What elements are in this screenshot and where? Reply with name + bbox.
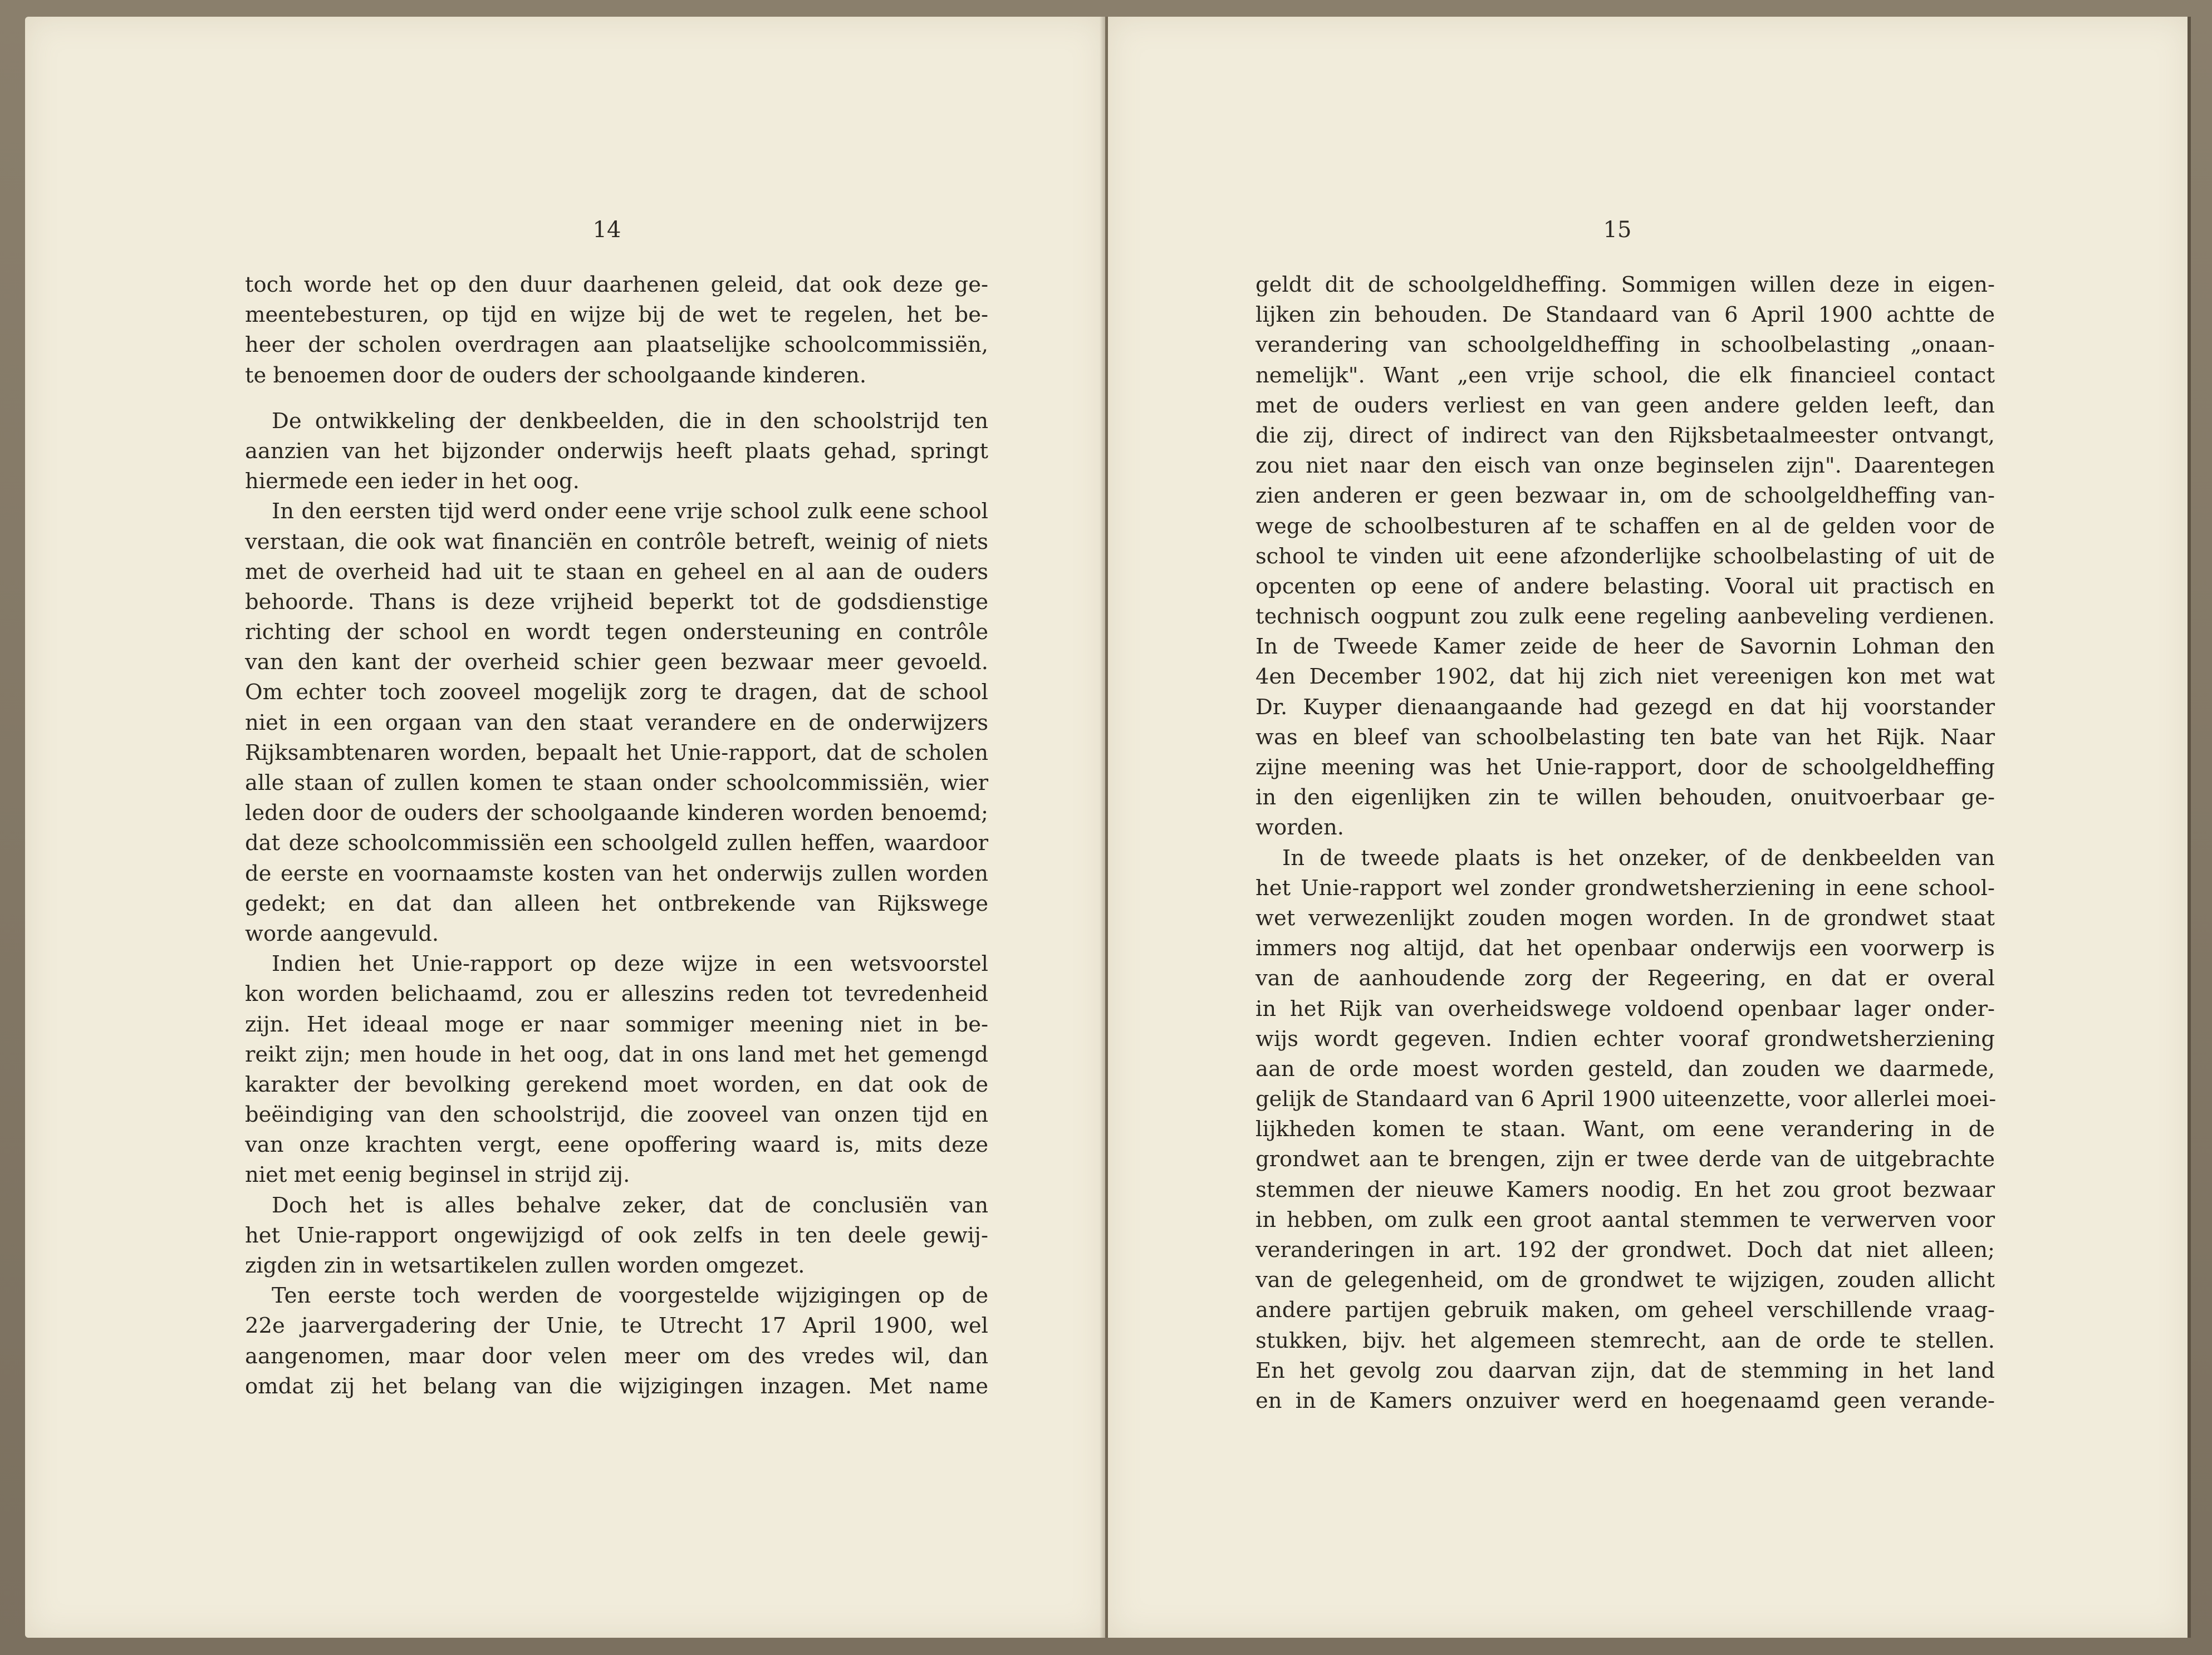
text-line: met de ouders verliest en van geen andere gelden leeft, dan: [1255, 392, 1995, 418]
text-line: stukken, bijv. het algemeen stemrecht, aan de orde te stellen.: [1255, 1328, 1995, 1353]
text-line: behoorde. Thans is deze vrijheid beperkt tot de godsdienstige: [245, 589, 988, 615]
text-line: het Unie-rapport ongewijzigd of ook zelfs in ten deele gewij-: [245, 1222, 988, 1248]
text-line: wet verwezenlijkt zouden mogen worden. In de grondwet staat: [1255, 905, 1995, 931]
text-line: veranderingen in art. 192 der grondwet. Doch dat niet alleen;: [1255, 1237, 1995, 1263]
text-line: immers nog altijd, dat het openbaar onderwijs een voorwerp is: [1255, 936, 1995, 961]
text-line: nemelijk". Want „een vrije school, die elk financieel contact: [1255, 362, 1995, 388]
text-line: het Unie-rapport wel zonder grondwetsherziening in eene school-: [1255, 875, 1995, 901]
text-line: De ontwikkeling der denkbeelden, die in den schoolstrijd ten: [272, 408, 988, 434]
text-line: reikt zijn; men houde in het oog, dat in ons land met het gemengd: [245, 1042, 988, 1067]
text-line: van de gelegenheid, om de grondwet te wijzigen, zouden allicht: [1255, 1268, 1995, 1293]
text-line: in hebben, om zulk een groot aantal stemmen te verwerven voor: [1255, 1207, 1995, 1232]
text-line: andere partijen gebruik maken, om geheel verschillende vraag-: [1255, 1298, 1995, 1323]
text-line: Indien het Unie-rapport op deze wijze in een wetsvoorstel: [272, 951, 988, 977]
page-number-right: 15: [1603, 217, 1632, 243]
text-line: hiermede een ieder in het oog.: [245, 469, 580, 494]
text-line: opcenten op eene of andere belasting. Vooral uit practisch en: [1255, 573, 1995, 599]
text-line: en in de Kamers onzuiver werd en hoegenaamd geen verande-: [1255, 1388, 1995, 1413]
text-line: 4en December 1902, dat hij zich niet vereenigen kon met wat: [1255, 664, 1995, 690]
text-line: van onze krachten vergt, eene opoffering waard is, mits deze: [245, 1132, 988, 1158]
text-line: beëindiging van den schoolstrijd, die zooveel van onzen tijd en: [245, 1102, 988, 1128]
text-line: zigden zin in wetsartikelen zullen worden omgezet.: [245, 1253, 805, 1278]
text-line: Rijksambtenaren worden, bepaalt het Unie-rapport, dat de scholen: [245, 740, 988, 765]
text-line: gelijk de Standaard van 6 April 1900 uiteenzette, voor allerlei moei-: [1255, 1087, 1997, 1112]
text-line: was en bleef van schoolbelasting ten bate van het Rijk. Naar: [1255, 724, 1995, 750]
text-line: de eerste en voornaamste kosten van het onderwijs zullen worden: [245, 861, 988, 886]
text-line: Ten eerste toch werden de voorgestelde wijzigingen op de: [272, 1283, 988, 1309]
text-line: leden door de ouders der schoolgaande kinderen worden benoemd;: [245, 801, 988, 826]
text-line: wege de schoolbesturen af te schaffen en al de gelden voor de: [1255, 513, 1995, 539]
text-line: richting der school en wordt tegen ondersteuning en contrôle: [245, 620, 988, 645]
text-line: alle staan of zullen komen te staan onder schoolcommissiën, wier: [245, 770, 988, 795]
text-line: aan de orde moest worden gesteld, dan zouden we daarmede,: [1255, 1056, 1995, 1082]
text-line: school te vinden uit eene afzonderlijke schoolbelasting of uit de: [1255, 543, 1995, 569]
text-line: geldt dit de schoolgeldheffing. Sommigen willen deze in eigen-: [1255, 272, 1995, 297]
text-line: niet in een orgaan van den staat verandere en de onderwijzers: [245, 710, 988, 735]
right-page-text: [1255, 270, 1995, 1416]
page-edge: [2188, 17, 2191, 1638]
left-page: [25, 17, 1105, 1638]
text-line: zou niet naar den eisch van onze beginselen zijn". Daarentegen: [1255, 453, 1995, 479]
text-line: kon worden belichaamd, zou er alleszins reden tot tevredenheid: [245, 981, 988, 1007]
text-line: toch worde het op den duur daarhenen geleid, dat ook deze ge-: [245, 272, 988, 297]
text-line: In de Tweede Kamer zeide de heer de Savornin Lohman den: [1255, 634, 1995, 660]
text-line: wijs wordt gegeven. Indien echter vooraf grondwetsherziening: [1255, 1026, 1995, 1052]
text-line: technisch oogpunt zou zulk eene regeling aanbeveling verdienen.: [1255, 604, 1995, 630]
text-line: te benoemen door de ouders der schoolgaande kinderen.: [245, 362, 867, 388]
text-line: meentebesturen, op tijd en wijze bij de wet te regelen, het be-: [245, 302, 988, 328]
text-line: in den eigenlijken zin te willen behouden, onuitvoerbaar ge-: [1255, 785, 1995, 811]
text-line: niet met eenig beginsel in strijd zij.: [245, 1162, 630, 1188]
text-line: Doch het is alles behalve zeker, dat de conclusiën van: [272, 1192, 988, 1218]
text-line: grondwet aan te brengen, zijn er twee derde van de uitgebrachte: [1255, 1147, 1995, 1172]
text-line: Dr. Kuyper dienaangaande had gezegd en dat hij voorstander: [1255, 694, 1995, 720]
text-line: dat deze schoolcommissiën een schoolgeld zullen heffen, waardoor: [245, 831, 988, 856]
text-line: stemmen der nieuwe Kamers noodig. En het zou groot bezwaar: [1255, 1177, 1995, 1202]
text-line: zien anderen er geen bezwaar in, om de schoolgeldheffing van-: [1255, 483, 1995, 509]
text-line: karakter der bevolking gerekend moet worden, en dat ook de: [245, 1072, 988, 1097]
text-line: 22e jaarvergadering der Unie, te Utrecht 17 April 1900, wel: [245, 1313, 988, 1339]
text-line: In den eersten tijd werd onder eene vrije school zulk eene school: [272, 499, 988, 524]
text-line: in het Rijk van overheidswege voldoend openbaar lager onder-: [1255, 996, 1995, 1022]
left-page-text: [245, 270, 988, 1402]
text-line: van den kant der overheid schier geen bezwaar meer gevoeld.: [245, 650, 988, 675]
right-page: [1108, 17, 2191, 1638]
text-line: verstaan, die ook wat financiën en contrôle betreft, weinig of niets: [245, 529, 988, 554]
text-line: worde aangevuld.: [245, 921, 439, 946]
text-line: omdat zij het belang van die wijzigingen inzagen. Met name: [245, 1373, 988, 1399]
text-line: heer der scholen overdragen aan plaatselijke schoolcommissiën,: [245, 332, 988, 358]
text-line: In de tweede plaats is het onzeker, of de denkbeelden van: [1282, 845, 1995, 871]
text-line: verandering van schoolgeldheffing in schoolbelasting „onaan-: [1255, 332, 1995, 358]
text-line: aanzien van het bijzonder onderwijs heeft plaats gehad, springt: [245, 438, 988, 464]
text-line: van de aanhoudende zorg der Regeering, en dat er overal: [1255, 966, 1995, 991]
text-line: zijn. Het ideaal moge er naar sommiger meening niet in be-: [245, 1011, 988, 1037]
text-line: die zij, direct of indirect van den Rijksbetaalmeester ontvangt,: [1255, 423, 1995, 448]
text-line: met de overheid had uit te staan en geheel en al aan de ouders: [245, 559, 988, 585]
text-line: Om echter toch zooveel mogelijk zorg te dragen, dat de school: [245, 680, 988, 705]
text-line: En het gevolg zou daarvan zijn, dat de stemming in het land: [1255, 1358, 1995, 1383]
text-line: gedekt; en dat dan alleen het ontbrekende van Rijkswege: [245, 891, 988, 916]
text-line: lijkheden komen te staan. Want, om eene verandering in de: [1255, 1117, 1995, 1142]
text-line: lijken zin behouden. De Standaard van 6 April 1900 achtte de: [1255, 302, 1995, 328]
page-number-left: 14: [592, 217, 621, 243]
text-line: zijne meening was het Unie-rapport, door de schoolgeldheffing: [1255, 755, 1995, 780]
text-line: aangenomen, maar door velen meer om des vredes wil, dan: [245, 1343, 988, 1369]
text-line: worden.: [1255, 815, 1345, 841]
